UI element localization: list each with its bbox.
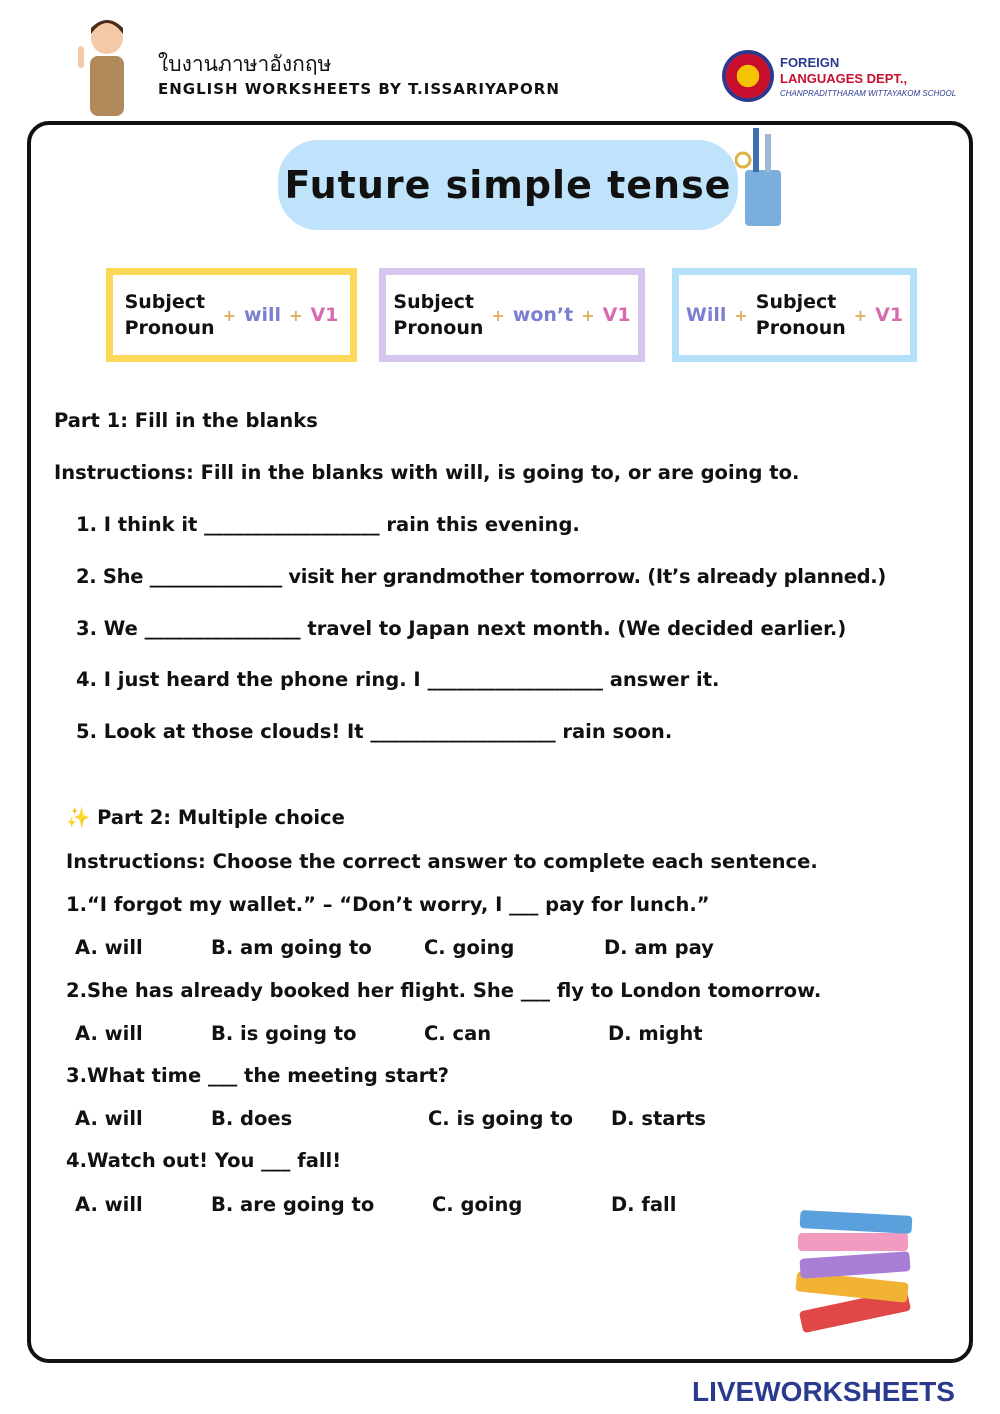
- plus: +: [853, 305, 868, 325]
- formula-subject: Subject: [124, 291, 206, 313]
- q3-option-c[interactable]: C. is going to: [428, 1107, 573, 1130]
- formula-pronoun: Pronoun: [124, 317, 215, 339]
- liveworksheets-brand: LIVEWORKSHEETS: [692, 1376, 955, 1407]
- fill-item-4[interactable]: 4. I just heard the phone ring. I __________________ answer it.: [76, 668, 720, 691]
- formula-pronoun: Pronoun: [755, 317, 846, 339]
- q2-option-b[interactable]: B. is going to: [211, 1022, 357, 1045]
- q4-option-a[interactable]: A. will: [75, 1193, 143, 1216]
- formula-will: will: [243, 304, 282, 326]
- thai-title: ใบงานภาษาอังกฤษ: [158, 52, 332, 76]
- q1-option-c[interactable]: C. going: [424, 936, 515, 959]
- formula-subject: Subject: [755, 291, 837, 313]
- books-stack-icon: [790, 1205, 920, 1335]
- fill-item-1[interactable]: 1. I think it __________________ rain this evening.: [76, 513, 580, 536]
- teacher-avatar-image: [72, 16, 142, 120]
- dept-line1: FOREIGN: [780, 55, 840, 70]
- formula-affirmative: [106, 268, 357, 362]
- formula-v1: V1: [310, 304, 339, 326]
- formula-negative: [379, 268, 645, 362]
- q2-option-c[interactable]: C. can: [424, 1022, 492, 1045]
- formula-wont: won’t: [512, 304, 574, 326]
- school-logo: [722, 50, 774, 102]
- q4-option-d[interactable]: D. fall: [611, 1193, 677, 1216]
- plus: +: [222, 305, 236, 325]
- page-title: Future simple tense: [278, 140, 738, 230]
- q3-option-d[interactable]: D. starts: [611, 1107, 707, 1130]
- question-1: 1.“I forgot my wallet.” – “Don’t worry, I ___ pay for lunch.”: [66, 893, 710, 916]
- question-2: 2.She has already booked her flight. She ___ fly to London tomorrow.: [66, 979, 822, 1002]
- fill-item-2[interactable]: 2. She ______________ visit her grandmother tomorrow. (It’s already planned.): [76, 565, 887, 588]
- q2-option-d[interactable]: D. might: [608, 1022, 703, 1045]
- part1-instructions: Instructions: Fill in the blanks with will, is going to, or are going to.: [54, 461, 800, 484]
- formula-subject: Subject: [393, 291, 474, 313]
- formula-v1: V1: [875, 304, 904, 326]
- fill-item-5[interactable]: 5. Look at those clouds! It ___________________ rain soon.: [76, 720, 673, 743]
- part1-heading: Part 1: Fill in the blanks: [54, 409, 318, 432]
- question-3: 3.What time ___ the meeting start?: [66, 1064, 449, 1087]
- byline: ENGLISH WORKSHEETS BY T.ISSARIYAPORN: [158, 80, 560, 98]
- question-4: 4.Watch out! You ___ fall!: [66, 1149, 342, 1172]
- school-name: CHANPRADITTHARAM WITTAYAKOM SCHOOL: [780, 89, 957, 98]
- formula-v1: V1: [602, 304, 631, 326]
- q4-option-c[interactable]: C. going: [432, 1193, 523, 1216]
- q2-option-a[interactable]: A. will: [75, 1022, 143, 1045]
- q4-option-b[interactable]: B. are going to: [211, 1193, 375, 1216]
- formula-will: Will: [685, 304, 727, 326]
- part2-heading: Part 2: Multiple choice: [97, 806, 345, 829]
- pencil-cup-icon: [735, 120, 795, 230]
- plus: +: [734, 305, 748, 325]
- plus: +: [491, 305, 505, 325]
- fill-item-3[interactable]: 3. We ________________ travel to Japan next month. (We decided earlier.): [76, 617, 847, 640]
- plus: +: [581, 305, 595, 325]
- q3-option-a[interactable]: A. will: [75, 1107, 143, 1130]
- sparkles-icon: ✨: [66, 806, 91, 829]
- dept-line2: LANGUAGES DEPT.,: [780, 71, 908, 86]
- formula-pronoun: Pronoun: [393, 317, 484, 339]
- q1-option-b[interactable]: B. am going to: [211, 936, 372, 959]
- formula-question: [672, 268, 917, 362]
- q3-option-b[interactable]: B. does: [211, 1107, 293, 1130]
- q1-option-d[interactable]: D. am pay: [604, 936, 714, 959]
- q1-option-a[interactable]: A. will: [75, 936, 143, 959]
- part2-instructions: Instructions: Choose the correct answer to complete each sentence.: [66, 850, 818, 873]
- plus: +: [289, 305, 303, 325]
